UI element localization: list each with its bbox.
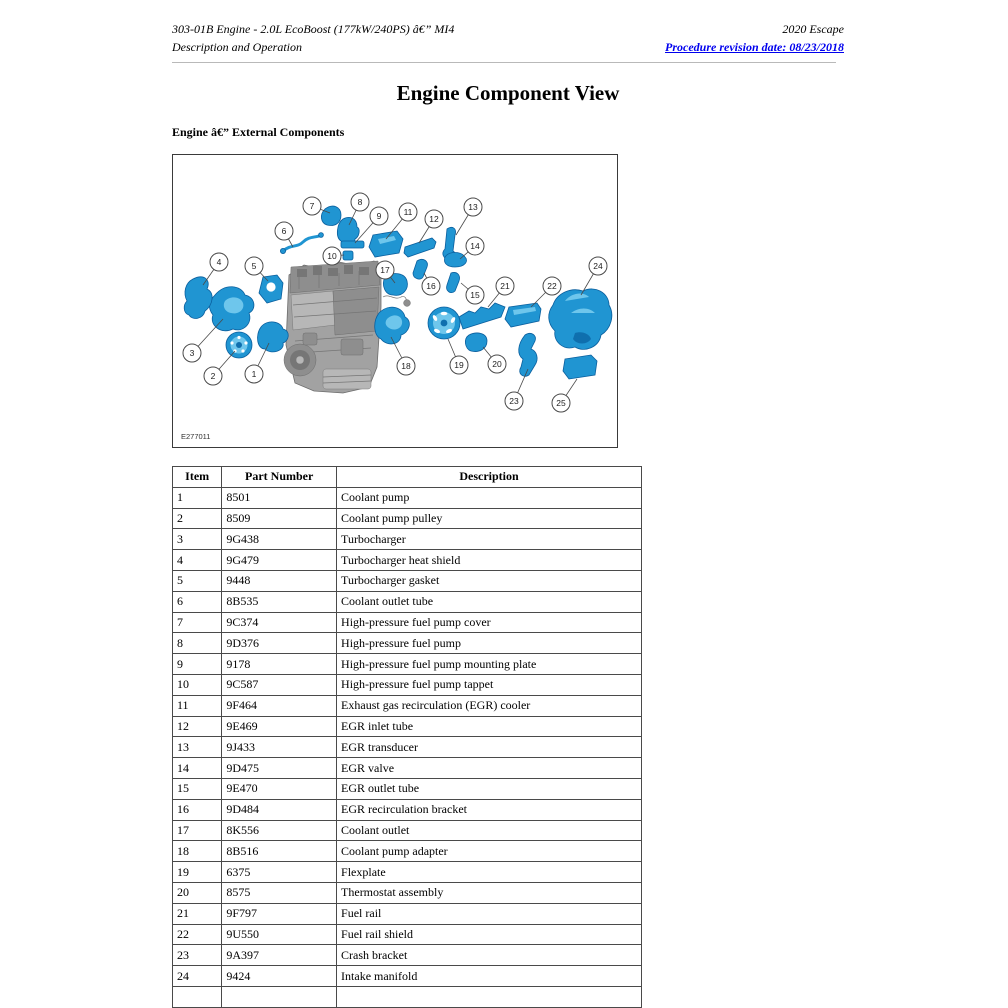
table-row: 9 9178 High-pressure fuel pump mounting plate bbox=[173, 654, 642, 675]
table-row: 16 9D484 EGR recirculation bracket bbox=[173, 799, 642, 820]
callout-number-21: 21 bbox=[500, 281, 510, 291]
table-row: 14 9D475 EGR valve bbox=[173, 758, 642, 779]
table-row: 23 9A397 Crash bracket bbox=[173, 945, 642, 966]
part-thermostat bbox=[465, 333, 487, 352]
document-header-right bbox=[665, 20, 844, 56]
table-row: 19 6375 Flexplate bbox=[173, 862, 642, 883]
model-year: 2020 Escape bbox=[782, 22, 844, 36]
table-row: 24 9424 Intake manifold bbox=[173, 966, 642, 987]
callout-number-23: 23 bbox=[509, 396, 519, 406]
callout-number-1: 1 bbox=[251, 369, 257, 379]
doc-title: 303-01B Engine - 2.0L EcoBoost (177kW/240PS) â€” MI4 bbox=[172, 22, 455, 36]
part-fuel-pump-tappet bbox=[343, 251, 353, 260]
callout-number-13: 13 bbox=[468, 202, 478, 212]
callout-number-17: 17 bbox=[380, 265, 390, 275]
table-row: 15 9E470 EGR outlet tube bbox=[173, 778, 642, 799]
callout-number-5: 5 bbox=[251, 261, 257, 271]
callout-number-20: 20 bbox=[492, 359, 502, 369]
part-egr-outlet-tube bbox=[447, 272, 460, 292]
column-header-part-number: Part Number bbox=[222, 467, 337, 488]
callout-number-16: 16 bbox=[426, 281, 436, 291]
callout-number-18: 18 bbox=[401, 361, 411, 371]
table-row: 22 9U550 Fuel rail shield bbox=[173, 924, 642, 945]
section-heading: Engine â€” External Components bbox=[172, 125, 345, 139]
table-row: 12 9E469 EGR inlet tube bbox=[173, 716, 642, 737]
table-row: 11 9F464 Exhaust gas recirculation (EGR) cooler bbox=[173, 695, 642, 716]
part-fuel-rail bbox=[459, 303, 505, 329]
part-egr-cooler bbox=[369, 231, 403, 257]
part-fuel-pump-mounting-plate bbox=[341, 241, 364, 248]
part-coolant-pump bbox=[258, 322, 289, 352]
callout-number-9: 9 bbox=[376, 211, 382, 221]
callout-number-10: 10 bbox=[327, 251, 337, 261]
table-row: 10 9C587 High-pressure fuel pump tappet bbox=[173, 674, 642, 695]
part-turbo-heat-shield bbox=[184, 277, 212, 319]
callout-number-8: 8 bbox=[357, 197, 363, 207]
parts-table bbox=[172, 466, 642, 1008]
engine-exploded-diagram bbox=[172, 154, 618, 448]
callout-number-3: 3 bbox=[189, 348, 195, 358]
callout-number-6: 6 bbox=[281, 226, 287, 236]
document-header bbox=[172, 20, 844, 56]
table-row: 13 9J433 EGR transducer bbox=[173, 737, 642, 758]
table-row: 4 9G479 Turbocharger heat shield bbox=[173, 550, 642, 571]
callout-number-12: 12 bbox=[429, 214, 439, 224]
callout-number-25: 25 bbox=[556, 398, 566, 408]
document-header-left bbox=[172, 20, 454, 56]
table-row: 6 8B535 Coolant outlet tube bbox=[173, 591, 642, 612]
table-row: 18 8B516 Coolant pump adapter bbox=[173, 841, 642, 862]
column-header-item: Item bbox=[173, 467, 222, 488]
callout-number-11: 11 bbox=[403, 207, 413, 217]
part-egr-valve bbox=[444, 253, 466, 268]
part-fuel-pump-cover bbox=[321, 206, 341, 225]
procedure-revision-link[interactable]: Procedure revision date: 08/23/2018 bbox=[665, 40, 844, 54]
callout-number-19: 19 bbox=[454, 360, 464, 370]
callout-number-7: 7 bbox=[309, 201, 315, 211]
callout-number-14: 14 bbox=[470, 241, 480, 251]
part-fuel-pump bbox=[337, 217, 359, 244]
header-divider bbox=[172, 62, 836, 63]
callout-number-22: 22 bbox=[547, 281, 557, 291]
table-row: 17 8K556 Coolant outlet bbox=[173, 820, 642, 841]
doc-subtitle: Description and Operation bbox=[172, 40, 302, 54]
table-row: 21 9F797 Fuel rail bbox=[173, 903, 642, 924]
table-row: 5 9448 Turbocharger gasket bbox=[173, 570, 642, 591]
callout-number-24: 24 bbox=[593, 261, 603, 271]
column-header-description: Description bbox=[337, 467, 642, 488]
callout-number-15: 15 bbox=[470, 290, 480, 300]
table-row: 7 9C374 High-pressure fuel pump cover bbox=[173, 612, 642, 633]
table-row bbox=[173, 986, 642, 1007]
part-item25-cover bbox=[563, 355, 597, 379]
table-row: 1 8501 Coolant pump bbox=[173, 487, 642, 508]
callout-number-2: 2 bbox=[210, 371, 216, 381]
engine-diagram-svg bbox=[173, 155, 617, 447]
table-row: 8 9D376 High-pressure fuel pump bbox=[173, 633, 642, 654]
parts-table-header-row bbox=[173, 467, 642, 488]
table-row: 3 9G438 Turbocharger bbox=[173, 529, 642, 550]
table-row: 20 8575 Thermostat assembly bbox=[173, 882, 642, 903]
part-fuel-rail-shield bbox=[505, 303, 541, 327]
figure-id-label: E277011 bbox=[181, 432, 211, 441]
table-row: 2 8509 Coolant pump pulley bbox=[173, 508, 642, 529]
callout-number-4: 4 bbox=[216, 257, 222, 267]
page-title: Engine Component View bbox=[396, 81, 620, 105]
